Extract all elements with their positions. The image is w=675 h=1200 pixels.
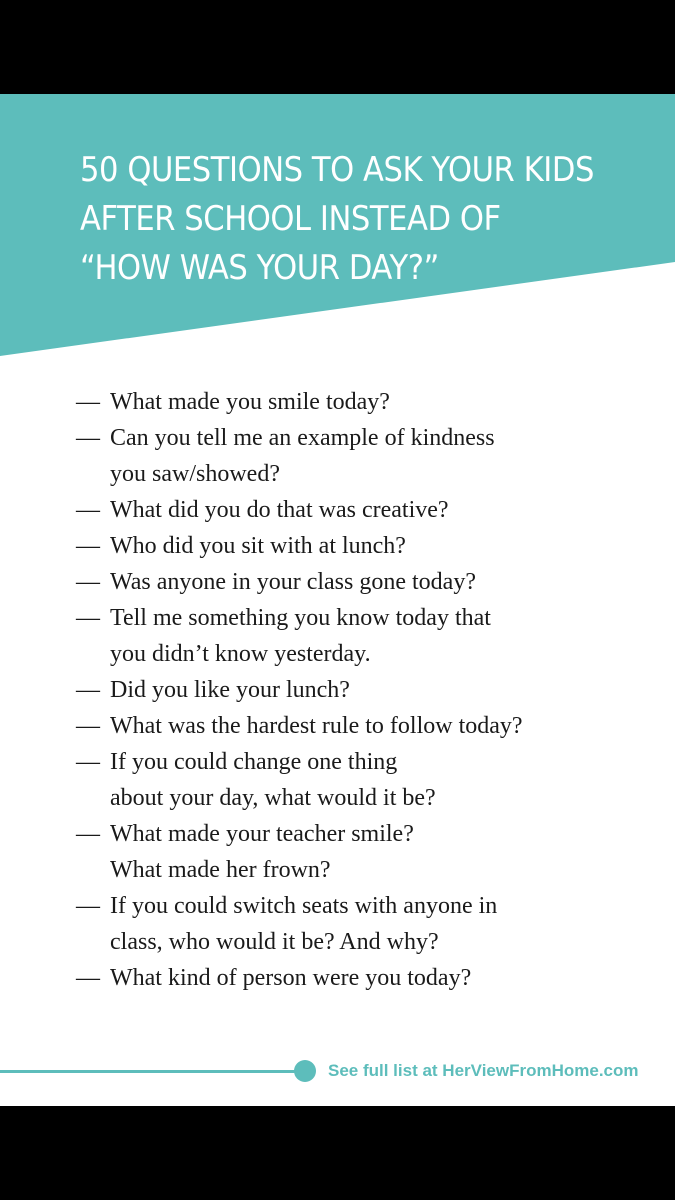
infographic-card: [0, 94, 675, 1106]
list-item: [76, 960, 661, 996]
list-item: [76, 816, 661, 888]
page-title: [80, 146, 602, 293]
dash-marker: —: [76, 677, 100, 703]
title-line: AFTER SCHOOL INSTEAD OF: [80, 199, 501, 239]
footer-divider: [0, 1070, 300, 1073]
question-text: What made you smile today?: [110, 389, 390, 415]
dash-marker: —: [76, 569, 100, 595]
question-list: [76, 384, 661, 996]
question-text: What made her frown?: [110, 857, 331, 883]
footer-dot-icon: [294, 1060, 316, 1082]
list-item: [76, 708, 661, 744]
list-item: [76, 888, 661, 960]
list-item: [76, 528, 661, 564]
question-text: you didn’t know yesterday.: [110, 641, 371, 667]
dash-marker: —: [76, 965, 100, 991]
list-item: [76, 744, 661, 816]
question-text: Can you tell me an example of kindness: [110, 425, 495, 451]
question-text: What was the hardest rule to follow today?: [110, 713, 523, 739]
title-line: “HOW WAS YOUR DAY?”: [80, 248, 439, 288]
question-text: If you could change one thing: [110, 749, 398, 775]
question-text: class, who would it be? And why?: [110, 929, 439, 955]
list-item: [76, 672, 661, 708]
question-text: What did you do that was creative?: [110, 497, 449, 523]
list-item: [76, 420, 661, 492]
dash-marker: —: [76, 533, 100, 559]
dash-marker: —: [76, 605, 100, 631]
title-banner: [0, 94, 675, 356]
list-item: [76, 384, 661, 420]
footer: [0, 1056, 675, 1086]
dash-marker: —: [76, 893, 100, 919]
question-text: What kind of person were you today?: [110, 965, 472, 991]
source-link[interactable]: See full list at HerViewFromHome.com: [328, 1061, 639, 1080]
dash-marker: —: [76, 749, 100, 775]
question-text: about your day, what would it be?: [110, 785, 436, 811]
dash-marker: —: [76, 497, 100, 523]
title-line: 50 QUESTIONS TO ASK YOUR KIDS: [80, 150, 594, 190]
question-text: If you could switch seats with anyone in: [110, 893, 498, 919]
question-text: Tell me something you know today that: [110, 605, 491, 631]
question-text: Did you like your lunch?: [110, 677, 350, 703]
question-text: you saw/showed?: [110, 461, 280, 487]
dash-marker: —: [76, 713, 100, 739]
question-text: Who did you sit with at lunch?: [110, 533, 406, 559]
question-text: What made your teacher smile?: [110, 821, 414, 847]
list-item: [76, 600, 661, 672]
dash-marker: —: [76, 821, 100, 847]
dash-marker: —: [76, 425, 100, 451]
list-item: [76, 564, 661, 600]
dash-marker: —: [76, 389, 100, 415]
list-item: [76, 492, 661, 528]
question-text: Was anyone in your class gone today?: [110, 569, 476, 595]
